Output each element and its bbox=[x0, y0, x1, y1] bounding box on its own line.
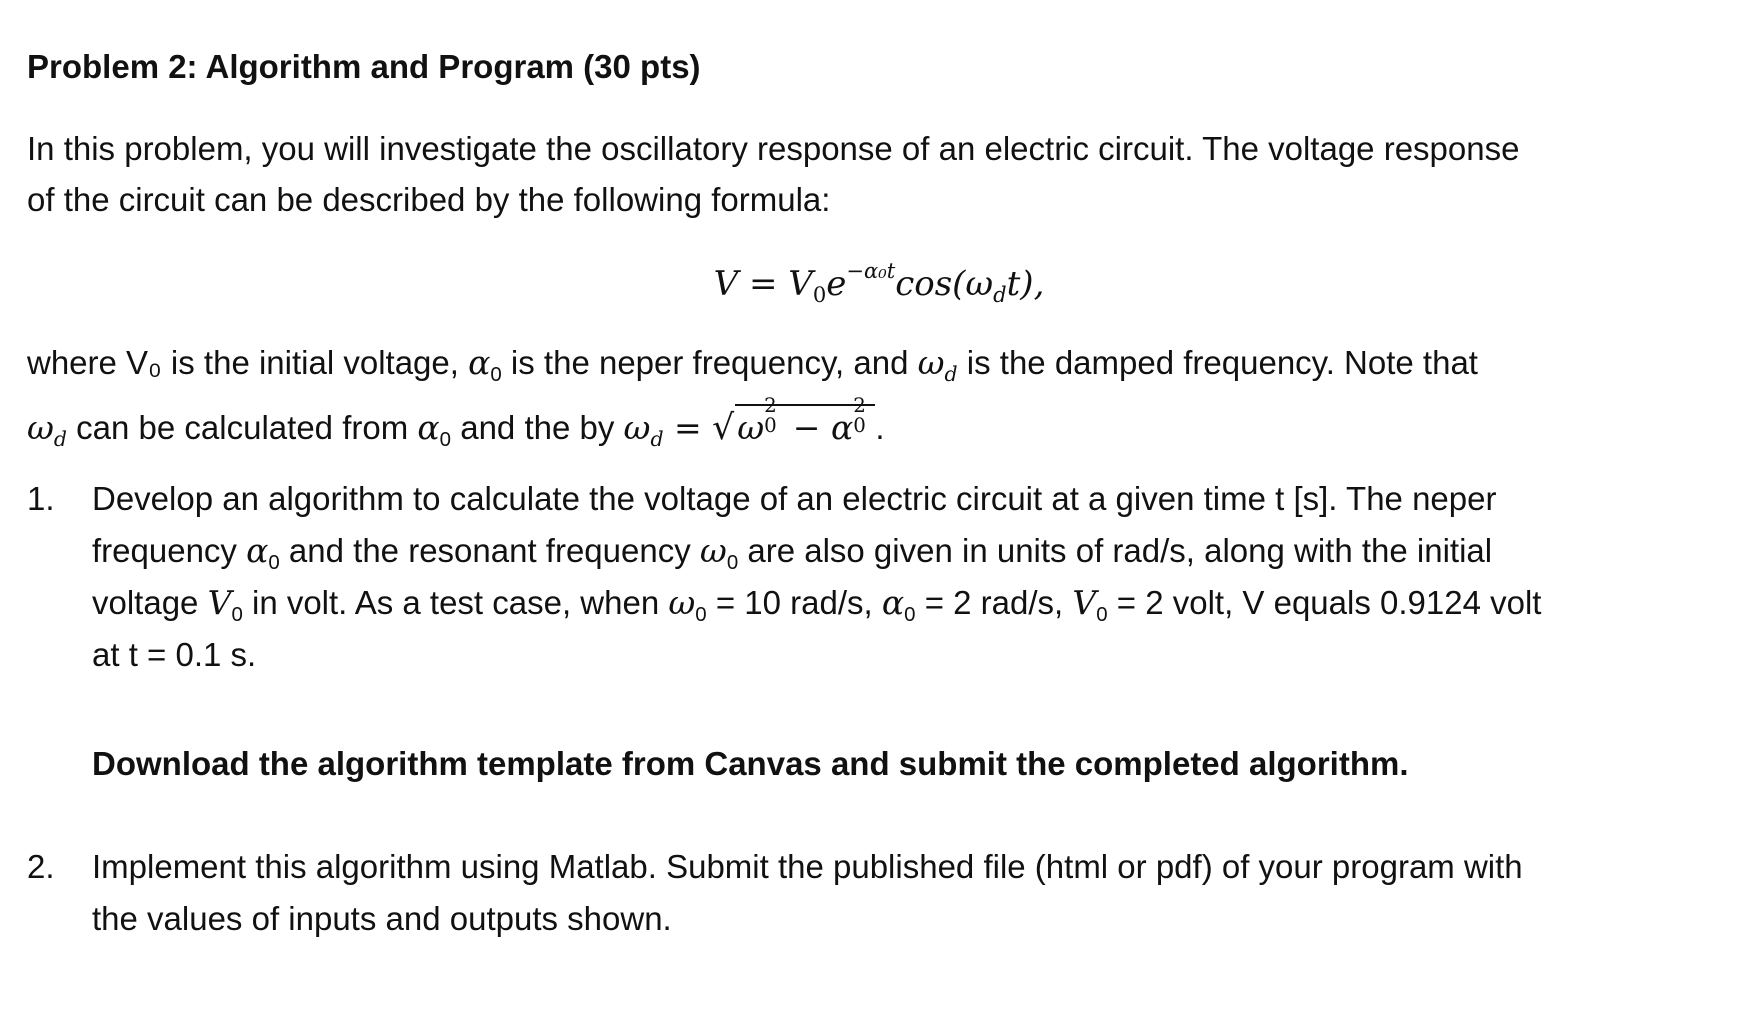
item-2-line-2: the values of inputs and outputs shown. bbox=[92, 900, 672, 937]
item-1-line-1: Develop an algorithm to calculate the voltage of an electric circuit at a given time t [s]. The neper bbox=[92, 480, 1497, 517]
square-root-expression: ω 2 0 − α 2 0 bbox=[735, 404, 875, 447]
item-2-number: 2. bbox=[27, 848, 55, 885]
problem-title: Problem 2: Algorithm and Program (30 pts) bbox=[27, 48, 701, 85]
download-instruction: Download the algorithm template from Canvas and submit the completed algorithm. bbox=[92, 745, 1409, 782]
item-2-line-1: Implement this algorithm using Matlab. Submit the published file (html or pdf) of your program with bbox=[92, 848, 1523, 885]
relation-line: $\omega_d$ can be calculated from $\alpha_0$ and the by $\omega_d = √\omega$ 2 0 − α 2 0 . bbox=[27, 394, 885, 452]
intro-line-1: In this problem, you will investigate the oscillatory response of an electric circuit. The voltage response bbox=[27, 130, 1520, 167]
where-line: where V₀ is the initial voltage, $\alpha_0$ is the neper frequency, and $\omega_d$ is the damped frequency. Note that bbox=[27, 343, 1478, 387]
item-1-line-4: at t = 0.1 s. bbox=[92, 636, 257, 673]
intro-line-2: of the circuit can be described by the following formula: bbox=[27, 181, 831, 218]
voltage-equation: $V = V_0e^{-\alpha_0t}\cos(\omega_dt)$, bbox=[713, 258, 1045, 308]
item-1-line-2: frequency $\alpha_0$ and the resonant frequency $\omega_0$ are also given in units of rad/s, along with the initial bbox=[92, 531, 1493, 575]
item-1-number: 1. bbox=[27, 480, 55, 517]
item-1-line-3: voltage $V_0$ in volt. As a test case, when $\omega_0 = 10$ rad/s, $\alpha_0 = 2$ rad/s, $V_0 = 2$ volt, V equals 0.9124 volt bbox=[92, 583, 1542, 627]
